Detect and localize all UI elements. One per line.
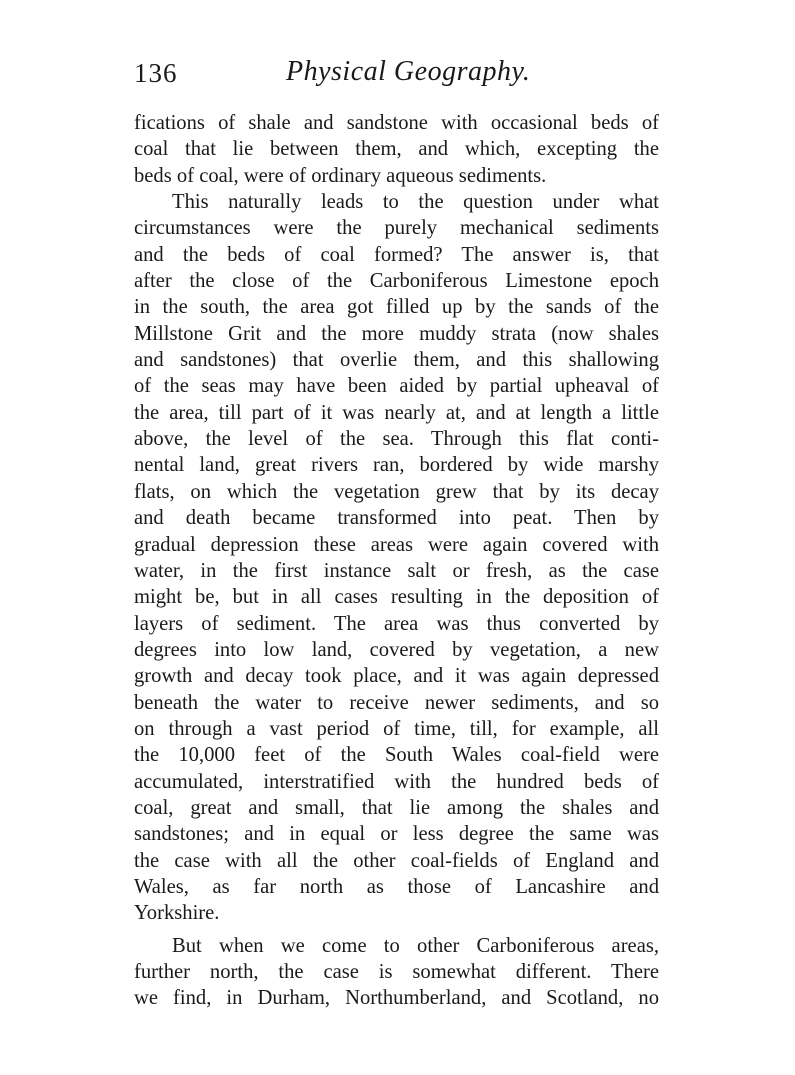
text-line: the 10,000 feet of the South Wales coal-field were — [134, 744, 659, 767]
text-line: coal, great and small, that lie among the shales and — [134, 796, 659, 819]
paragraph — [134, 933, 659, 1012]
text-line: accumulated, interstratified with the hundred beds of — [134, 770, 659, 793]
text-line: beneath the water to receive newer sediments, and so — [134, 691, 659, 714]
text-line: beds of coal, were of ordinary aqueous sediments. — [134, 164, 547, 187]
body-text — [134, 110, 659, 1012]
paragraph — [134, 189, 659, 927]
text-line: above, the level of the sea. Through this flat conti- — [134, 428, 659, 451]
text-line: Yorkshire. — [134, 902, 220, 925]
text-line: and sandstones) that overlie them, and this shallowing — [134, 349, 659, 372]
text-line: flats, on which the vegetation grew that by its decay — [134, 480, 659, 503]
text-line: fications of shale and sandstone with occasional beds of — [134, 112, 659, 134]
text-line: This naturally leads to the question under what — [172, 191, 659, 214]
running-title: Physical Geography. — [286, 56, 531, 87]
text-line: on through a vast period of time, till, for example, all — [134, 717, 659, 740]
text-line: might be, but in all cases resulting in the deposition of — [134, 586, 659, 609]
text-line: But when we come to other Carboniferous areas, — [172, 934, 659, 957]
text-line: sandstones; and in equal or less degree the same was — [134, 823, 659, 846]
text-line: we find, in Durham, Northumberland, and Scotland, no — [134, 987, 659, 1010]
text-line: and the beds of coal formed? The answer is, that — [134, 243, 659, 266]
text-line: circumstances were the purely mechanical sediments — [134, 217, 659, 240]
text-line: degrees into low land, covered by vegetation, a new — [134, 638, 659, 661]
text-line: after the close of the Carboniferous Limestone epoch — [134, 270, 659, 293]
text-line: growth and decay took place, and it was again depressed — [134, 665, 659, 688]
text-line: of the seas may have been aided by partial upheaval of — [134, 375, 659, 398]
text-line: and death became transformed into peat. Then by — [134, 507, 659, 530]
text-line: Millstone Grit and the more muddy strata (now shales — [134, 322, 659, 345]
text-line: water, in the first instance salt or fresh, as the case — [134, 559, 659, 582]
text-line: gradual depression these areas were again covered with — [134, 533, 659, 556]
paragraph — [134, 110, 659, 189]
text-line: nental land, great rivers ran, bordered by wide marshy — [134, 454, 659, 477]
text-line: the area, till part of it was nearly at, and at length a little — [134, 401, 659, 424]
text-line: Wales, as far north as those of Lancashire and — [134, 875, 659, 898]
page-number: 136 — [134, 58, 178, 88]
text-line: in the south, the area got filled up by the sands of the — [134, 296, 659, 319]
text-line: the case with all the other coal-fields of England and — [134, 849, 659, 872]
text-line: layers of sediment. The area was thus converted by — [134, 612, 659, 635]
text-line: further north, the case is somewhat different. There — [134, 961, 659, 983]
page-header — [134, 56, 659, 96]
text-line: coal that lie between them, and which, excepting the — [134, 138, 659, 161]
